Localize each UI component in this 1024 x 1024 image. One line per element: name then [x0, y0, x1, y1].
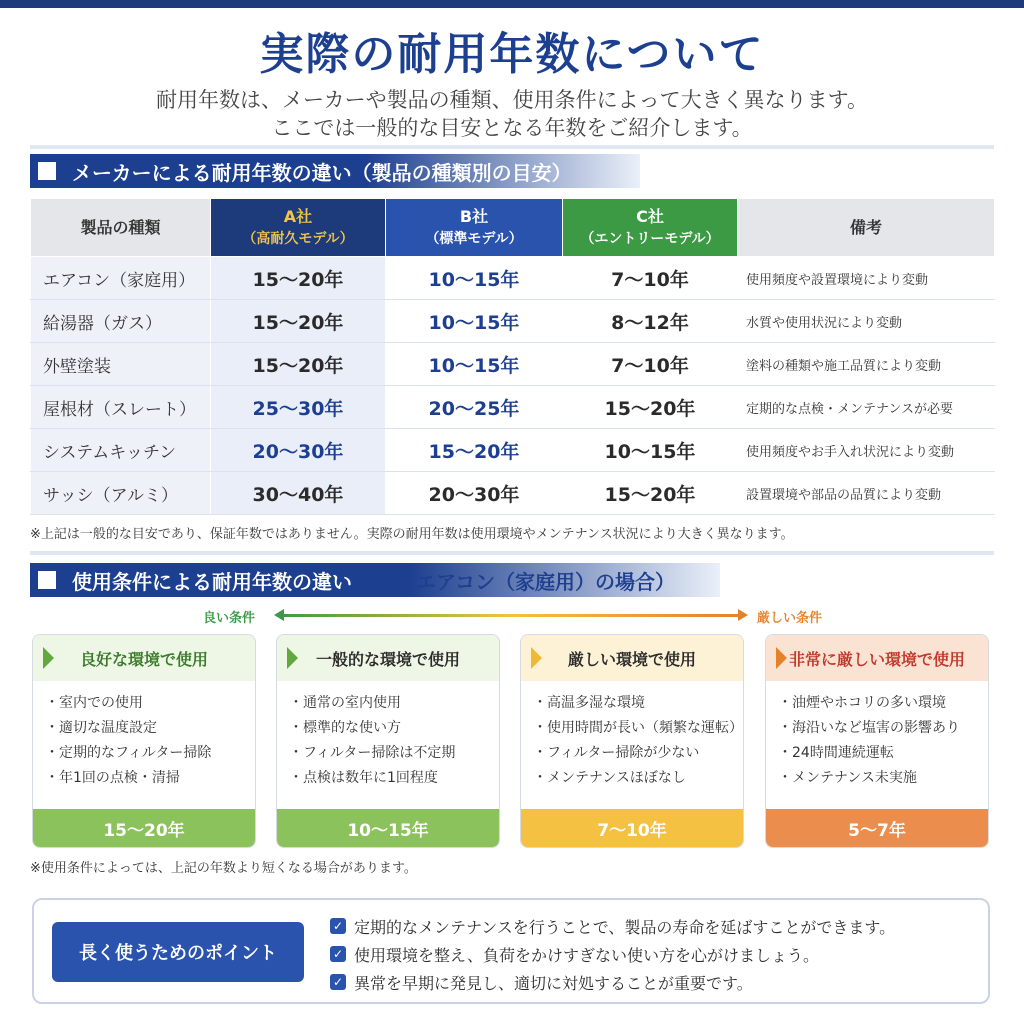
- condition-card-very-harsh: [765, 634, 989, 848]
- card-list: [521, 681, 743, 791]
- maker-lifespan-table: [30, 198, 995, 515]
- cell-company-b: 20〜25年: [386, 386, 563, 429]
- cell-company-a: 30〜40年: [211, 472, 386, 515]
- list-item: ・年1回の点検・清掃: [45, 770, 180, 786]
- col-header-company-a: [211, 199, 386, 257]
- card-header: [521, 635, 743, 681]
- list-item: ・フィルター掃除は不定期: [289, 745, 456, 761]
- divider: [30, 551, 994, 555]
- tips-box: [32, 898, 990, 1004]
- chevron-right-icon: [531, 647, 542, 669]
- card-title: 一般的な環境で使用: [315, 649, 460, 669]
- square-bullet-icon: [38, 162, 56, 180]
- company-b-name: B社: [459, 206, 489, 226]
- list-item: ・使用時間が長い（頻繁な運転）: [533, 720, 743, 736]
- section-heading-text: メーカーによる耐用年数の違い（製品の種類別の目安）: [72, 160, 572, 185]
- list-item: ・点検は数年に1回程度: [289, 770, 438, 786]
- card-list: [33, 681, 255, 791]
- list-item: ・メンテナンスほぼなし: [533, 770, 686, 786]
- cell-company-b: 15〜20年: [386, 429, 563, 472]
- company-c-model: （エントリーモデル）: [580, 230, 720, 247]
- list-item: ・メンテナンス未実施: [778, 770, 917, 786]
- tips-list: [330, 912, 895, 996]
- cell-type: 屋根材（スレート）: [31, 386, 211, 429]
- divider: [30, 145, 994, 149]
- cell-company-c: 10〜15年: [563, 429, 738, 472]
- cell-type: エアコン（家庭用）: [31, 257, 211, 300]
- cell-company-b: 10〜15年: [386, 300, 563, 343]
- page-subtitle-1: 耐用年数は、メーカーや製品の種類、使用条件によって大きく異なります。: [156, 88, 868, 112]
- tip-text: 異常を早期に発見し、適切に対処することが重要です。: [354, 973, 753, 993]
- table-footnote: ※上記は一般的な目安であり、保証年数ではありません。実際の耐用年数は使用環境やメンテナンス状況により大きく異なります。: [30, 527, 794, 542]
- cell-company-a: 15〜20年: [211, 343, 386, 386]
- company-a-name: A社: [283, 206, 313, 226]
- cell-company-c: 7〜10年: [563, 343, 738, 386]
- company-c-name: C社: [636, 206, 664, 226]
- chevron-right-icon: [776, 647, 787, 669]
- scale-label-harsh: 厳しい条件: [757, 611, 823, 626]
- card-years: 5〜7年: [766, 809, 988, 847]
- cell-note: 水質や使用状況により変動: [738, 300, 995, 343]
- card-title: 良好な環境で使用: [79, 649, 208, 669]
- table-row: [31, 300, 995, 343]
- card-years: 10〜15年: [277, 809, 499, 847]
- cell-type: システムキッチン: [31, 429, 211, 472]
- usage-footnote: ※使用条件によっては、上記の年数より短くなる場合があります。: [30, 861, 417, 876]
- cell-note: 設置環境や部品の品質により変動: [738, 472, 995, 515]
- tips-label-badge: 長く使うためのポイント: [52, 922, 304, 982]
- condition-card-harsh: [520, 634, 744, 848]
- chevron-right-icon: [43, 647, 54, 669]
- page-title: 実際の耐用年数について: [259, 29, 765, 80]
- cell-type: 給湯器（ガス）: [31, 300, 211, 343]
- cell-company-c: 15〜20年: [563, 472, 738, 515]
- cell-note: 使用頻度やお手入れ状況により変動: [738, 429, 995, 472]
- scale-label-good: 良い条件: [203, 611, 256, 626]
- table-row: [31, 429, 995, 472]
- list-item: ・24時間連続運転: [778, 745, 894, 761]
- cell-note: 定期的な点検・メンテナンスが必要: [738, 386, 995, 429]
- square-bullet-icon: [38, 571, 56, 589]
- chevron-right-icon: [287, 647, 298, 669]
- list-item: ・定期的なフィルター掃除: [45, 745, 212, 761]
- cell-company-a: 15〜20年: [211, 257, 386, 300]
- table-header-row: [31, 199, 995, 257]
- card-header: [33, 635, 255, 681]
- tip-item: [330, 940, 895, 968]
- condition-card-good: [32, 634, 256, 848]
- tip-text: 定期的なメンテナンスを行うことで、製品の寿命を延ばすことができます。: [354, 917, 896, 937]
- checkbox-checked-icon: ✓: [330, 974, 346, 990]
- page-subtitle-2: ここでは一般的な目安となる年数をご紹介します。: [271, 116, 753, 140]
- cell-company-a: 15〜20年: [211, 300, 386, 343]
- col-header-note: 備考: [738, 199, 995, 257]
- card-list: [277, 681, 499, 791]
- col-header-type: 製品の種類: [31, 199, 211, 257]
- cell-note: 使用頻度や設置環境により変動: [738, 257, 995, 300]
- list-item: ・海沿いなど塩害の影響あり: [778, 720, 960, 736]
- list-item: ・室内での使用: [45, 695, 143, 711]
- cell-company-b: 10〜15年: [386, 343, 563, 386]
- arrow-right-icon: [738, 609, 748, 621]
- section-heading-maker: [30, 154, 640, 188]
- condition-scale-line: [282, 614, 740, 617]
- list-item: ・標準的な使い方: [289, 720, 401, 736]
- table-row: [31, 386, 995, 429]
- cell-type: サッシ（アルミ）: [31, 472, 211, 515]
- card-years: 7〜10年: [521, 809, 743, 847]
- col-header-company-b: [386, 199, 563, 257]
- card-header: [766, 635, 988, 681]
- list-item: ・適切な温度設定: [45, 720, 157, 736]
- cell-company-b: 10〜15年: [386, 257, 563, 300]
- cell-company-a: 25〜30年: [211, 386, 386, 429]
- cell-company-c: 8〜12年: [563, 300, 738, 343]
- list-item: ・高温多湿な環境: [533, 695, 645, 711]
- table-row: [31, 343, 995, 386]
- top-accent-bar: [0, 0, 1024, 8]
- tip-text: 使用環境を整え、負荷をかけすぎない使い方を心がけましょう。: [354, 945, 819, 965]
- cell-company-c: 15〜20年: [563, 386, 738, 429]
- section-heading-text: 使用条件による耐用年数の違い: [72, 569, 352, 594]
- company-a-model: （高耐久モデル）: [242, 230, 354, 247]
- checkbox-checked-icon: ✓: [330, 918, 346, 934]
- section-heading-suffix: （例：エアコン（家庭用）の場合）: [356, 569, 675, 594]
- cell-company-b: 20〜30年: [386, 472, 563, 515]
- section-heading-usage: [30, 563, 720, 597]
- company-b-model: （標準モデル）: [425, 230, 523, 247]
- cell-company-a: 20〜30年: [211, 429, 386, 472]
- table-row: [31, 472, 995, 515]
- list-item: ・フィルター掃除が少ない: [533, 745, 700, 761]
- tip-item: [330, 912, 895, 940]
- checkbox-checked-icon: ✓: [330, 946, 346, 962]
- tip-item: [330, 968, 895, 996]
- card-list: [766, 681, 988, 791]
- card-title: 厳しい環境で使用: [567, 649, 696, 669]
- card-title: 非常に厳しい環境で使用: [788, 649, 965, 669]
- list-item: ・油煙やホコリの多い環境: [778, 695, 946, 711]
- cell-company-c: 7〜10年: [563, 257, 738, 300]
- cell-type: 外壁塗装: [31, 343, 211, 386]
- col-header-company-c: [563, 199, 738, 257]
- cell-note: 塗料の種類や施工品質により変動: [738, 343, 995, 386]
- condition-card-normal: [276, 634, 500, 848]
- list-item: ・通常の室内使用: [289, 695, 401, 711]
- card-years: 15〜20年: [33, 809, 255, 847]
- table-row: [31, 257, 995, 300]
- card-header: [277, 635, 499, 681]
